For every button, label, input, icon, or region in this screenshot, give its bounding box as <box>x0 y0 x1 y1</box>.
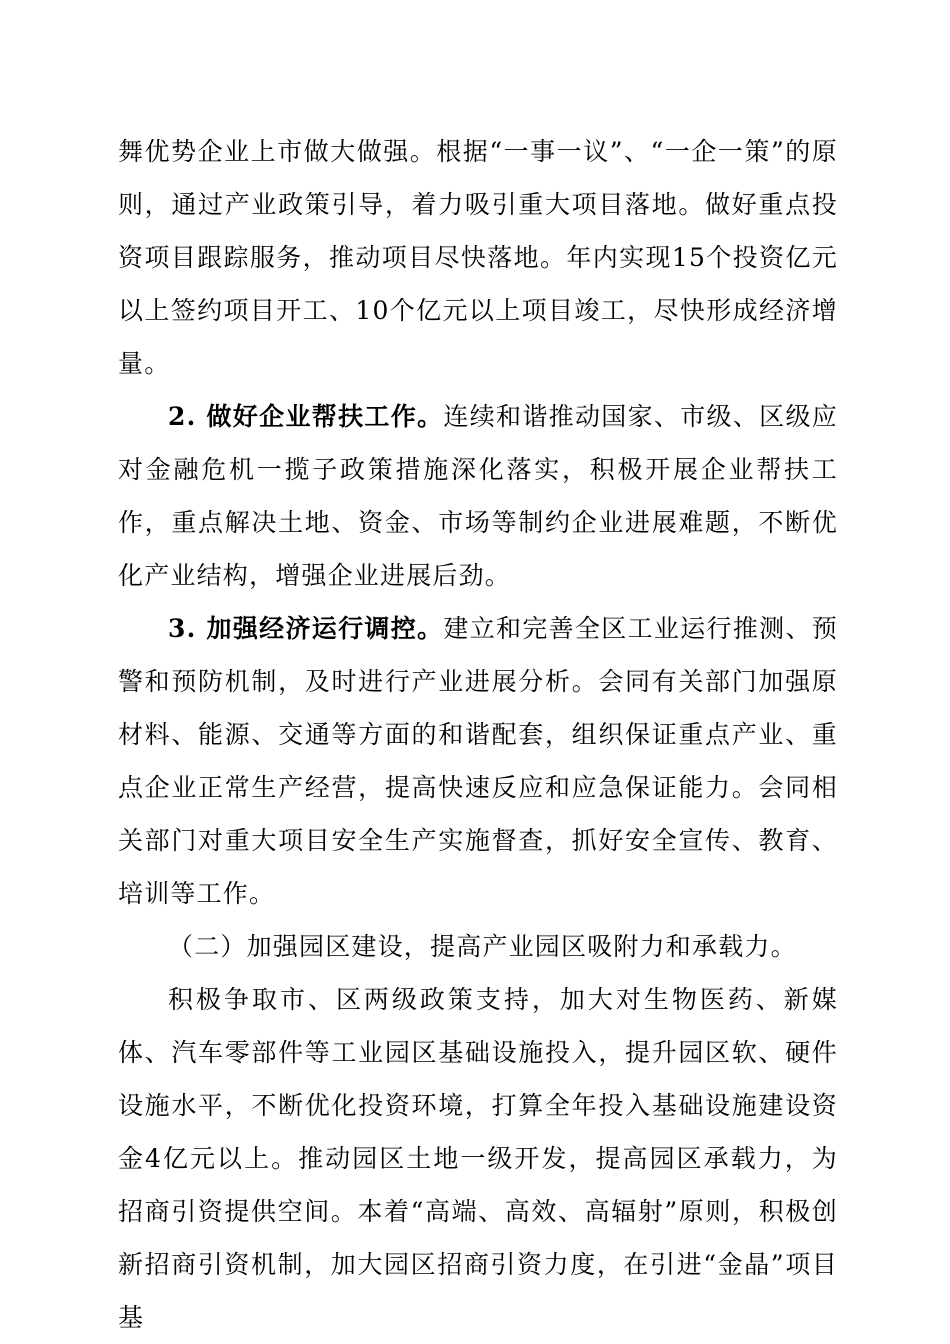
paragraph-item-3 <box>118 602 838 920</box>
section-2-heading: （二）加强园区建设，提高产业园区吸附力和承载力。 <box>168 932 797 961</box>
paragraph-continuation: 舞优势企业上市做大做强。根据“一事一议”、“一企一策”的原则，通过产业政策引导，着力吸引重大项目落地。做好重点投资项目跟踪服务，推动项目尽快落地。年内实现15个投资亿元以上签约项目开工、10个亿元以上项目竣工，尽快形成经济增量。 <box>118 137 838 378</box>
paragraph-item-2 <box>118 390 838 602</box>
item-2-body: 连续和谐推动国家、市级、区级应对金融危机一揽子政策措施深化落实，积极开展企业帮扶工作，重点解决土地、资金、市场等制约企业进展难题，不断优化产业结构，增强企业进展后劲。 <box>118 402 838 590</box>
document-page <box>118 125 838 1344</box>
item-3-body: 建立和完善全区工业运行推测、预警和预防机制，及时进行产业进展分析。会同有关部门加强原材料、能源、交通等方面的和谐配套，组织保证重点产业、重点企业正常生产经营，提高快速反应和应急保证能力。会同相关部门对重大项目安全生产实施督查，抓好安全宣传、教育、培训等工作。 <box>118 614 838 908</box>
paragraph-section-2-body: 积极争取市、区两级政策支持，加大对生物医药、新媒体、汽车零部件等工业园区基础设施投入，提升园区软、硬件设施水平，不断优化投资环境，打算全年投入基础设施建设资金4亿元以上。推动园区土地一级开发，提高园区承载力，为招商引资提供空间。本着“高端、高效、高辐射”原则，积极创新招商引资机制，加大园区招商引资力度，在引进“金晶”项目基 <box>118 985 838 1332</box>
item-3-heading: 3. 加强经济运行调控。 <box>168 614 444 643</box>
item-2-heading: 2. 做好企业帮扶工作。 <box>168 402 444 431</box>
